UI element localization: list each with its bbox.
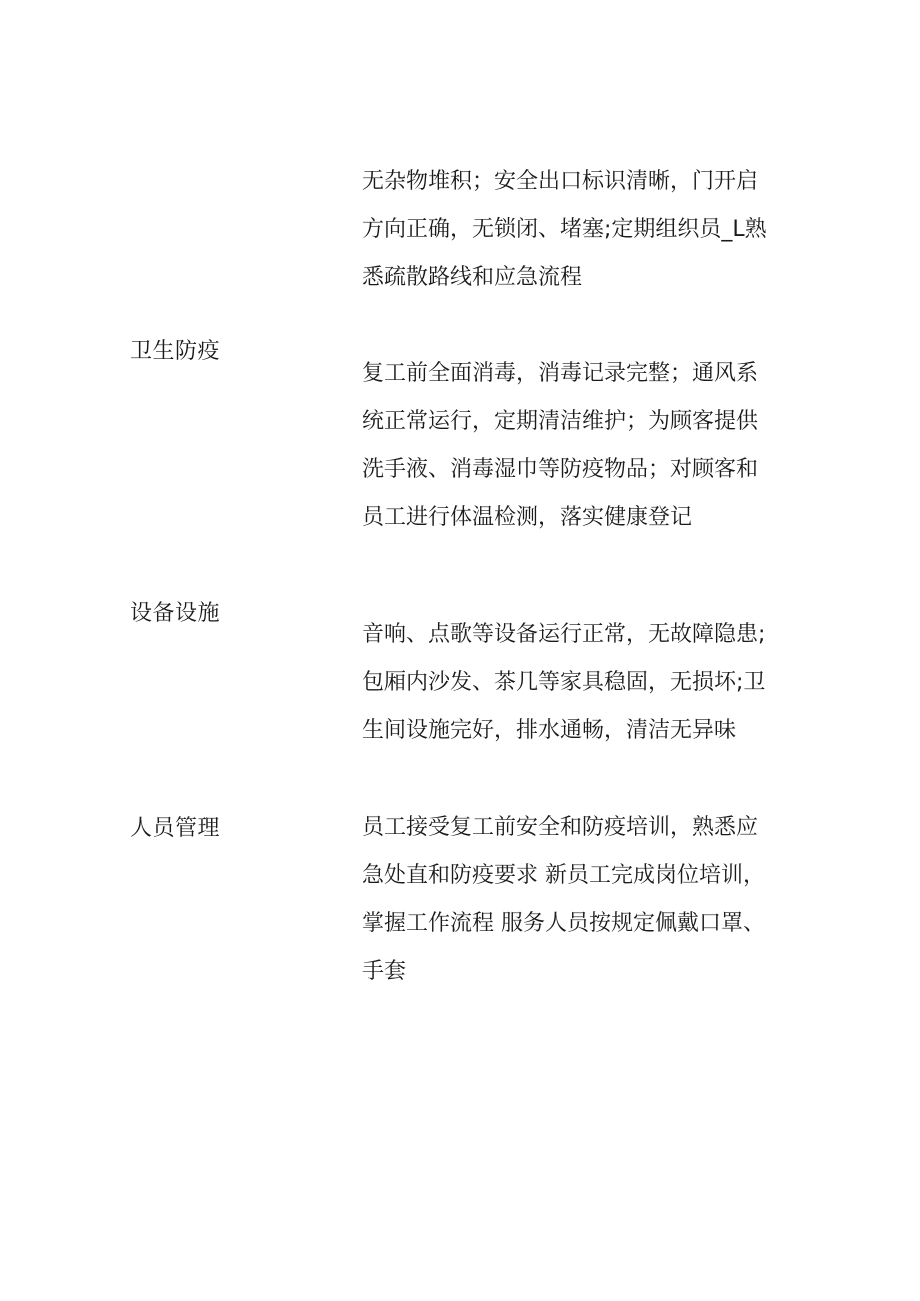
requirement-line: 员工进行体温检测，落实健康登记 — [362, 505, 693, 530]
requirement-line: 方向正确，无锁闭、堵塞;定期组织员_L熟 — [362, 217, 767, 242]
requirement-line: 音响、点歌等设备运行正常，无故障隐患; — [362, 622, 766, 647]
requirement-line: 统正常运行，定期清洁维护；为顾客提供 — [362, 409, 759, 434]
section-requirements — [362, 158, 792, 302]
requirement-line: 生间设施完好，排水通畅，清洁无异味 — [362, 718, 737, 743]
requirement-line: 手套 — [362, 959, 407, 984]
section-requirements — [362, 611, 792, 755]
section-requirements — [362, 804, 792, 996]
requirement-line: 员工接受复工前安全和防疫培训，熟悉应 — [362, 815, 759, 840]
requirement-line: 掌握工作流程 服务人员按规定佩戴口罩、 — [362, 911, 765, 936]
requirement-line: 复工前全面消毒，消毒记录完整；通风系 — [362, 361, 759, 386]
section-label: 人员管理 — [130, 816, 221, 841]
requirement-line: 悉疏散路线和应急流程 — [362, 265, 583, 290]
section-label: 设备设施 — [130, 601, 221, 626]
requirement-line: 洗手液、消毒湿巾等防疫物品；对顾客和 — [362, 457, 759, 482]
requirement-line: 急处直和防疫要求 新员工完成岗位培训， — [362, 863, 765, 888]
requirement-line: 无杂物堆积；安全出口标识清晰，门开启 — [362, 169, 759, 194]
requirement-line: 包厢内沙发、茶几等家具稳固，无损坏;卫 — [362, 670, 766, 695]
section-requirements — [362, 350, 792, 542]
section-label: 卫生防疫 — [130, 339, 221, 364]
